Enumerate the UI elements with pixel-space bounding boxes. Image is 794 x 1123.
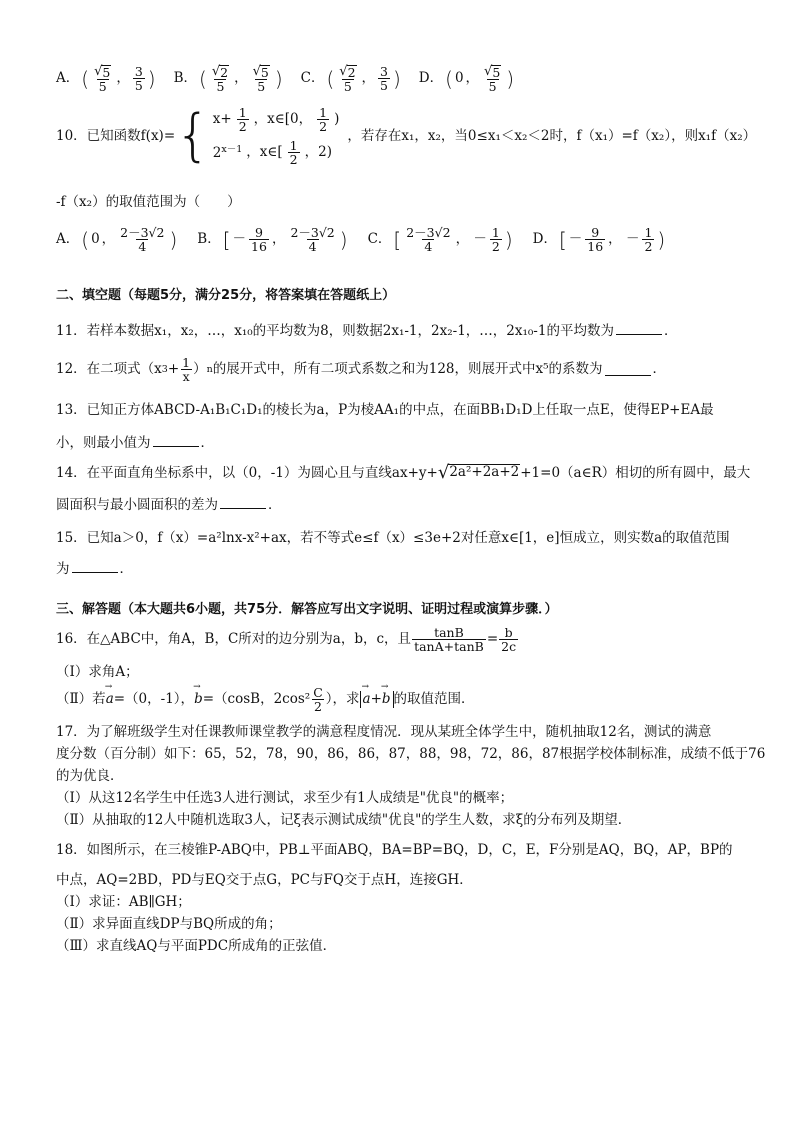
- question-17-line-2: 度分数（百分制）如下：65，52，78，90，86，86，87，88，98，72，86，87根据学校体制标准，成绩不低于76: [56, 746, 766, 762]
- q9-option-a: A． ( √ 5 5 ， $\frac{3}{5}$ ): [56, 64, 156, 95]
- question-18-part-1: （Ⅰ）求证：AB∥GH；: [56, 894, 191, 910]
- question-13-line-2: 小，则最小值为 ．: [56, 435, 214, 451]
- question-16-part-2: （Ⅱ）若 → a =（0，-1）， → b =（cosB，2cos² $\frac{C}{2}$ ），求 → a+→ b 的取值范围．: [56, 686, 475, 713]
- question-13-line-1: 13．已知正方体ABCD-A₁B₁C₁D₁的棱长为a，P为棱AA₁的中点，在面BB₁D₁D上任取一点E，使得EP+EA最: [56, 402, 714, 418]
- question-18-line-2: 中点，AQ=2BD，PD与EQ交于点G，PC与FQ交于点H，连接GH．: [56, 872, 473, 888]
- q10-option-d: D． [ － $\frac{9}{16}$ ， － $\frac{1}{2}$ ): [532, 225, 666, 255]
- section-2-heading: 二、填空题（每题5分，满分25分，将答案填在答题纸上）: [56, 288, 396, 303]
- answer-blank: [72, 560, 118, 573]
- piecewise-case-1: x+ $\frac{1}{2}$ ，x∈[0， $\frac{1}{2}$ ): [212, 105, 340, 135]
- vector-magnitude: → a+→ b: [360, 691, 394, 708]
- question-10: 10．已知函数f(x)= { x+ $\frac{1}{2}$ ，x∈[0， $\frac{1}{2}$ ) $2^{x-1}$ ，x∈[ $\frac{1}{2}$ ，2) ，若存在x₁，x₂，当0≤x₁＜x₂＜2时，f（x₁）=f（x₂），则x₁f（x₂）: [56, 103, 757, 169]
- q9-options: [56, 64, 514, 93]
- piecewise-brace: {: [175, 103, 211, 169]
- q10-option-b: B． [ － $\frac{9}{16}$ ， $\frac{2-3√2}{4}$ ): [197, 225, 348, 255]
- question-17-part-2: （Ⅱ）从抽取的12人中随机选取3人，记ξ表示测试成绩"优良"的学生人数，求ξ的分布列及期望．: [56, 812, 632, 828]
- answer-blank: [605, 363, 651, 376]
- question-14-line-1: 14．在平面直角坐标系中，以（0，-1）为圆心且与直线ax+y+ √ 2a²+2a+2 +1=0（a∈R）相切的所有圆中，最大: [56, 462, 751, 483]
- question-12: 12．在二项式（x 3 + $\frac{1}{x}$ ） n 的展开式中，所有二项式系数之和为128，则展开式中x⁵的系数为 ．: [56, 355, 667, 385]
- question-18-line-1: 18．如图所示，在三棱锥P-ABQ中，PB⊥平面ABQ，BA=BP=BQ，D，C，E，F分别是AQ，BQ，AP，BP的: [56, 842, 733, 858]
- answer-blank: [220, 496, 266, 509]
- question-18-part-2: （Ⅱ）求异面直线DP与BQ所成的角；: [56, 916, 282, 932]
- answer-blank: [153, 434, 199, 447]
- question-17-line-3: 的为优良．: [56, 768, 124, 784]
- question-17-line-1: 17．为了解班级学生对任课教师课堂教学的满意程度情况．现从某班全体学生中，随机抽取12名，测试的满意: [56, 724, 712, 740]
- q9-option-b: B． ( √ 2 5 ， √ 5 5 ): [173, 64, 283, 95]
- piecewise-cases: [213, 106, 340, 167]
- question-18-part-3: （Ⅲ）求直线AQ与平面PDC所成角的正弦值．: [56, 938, 337, 954]
- question-16-part-1: （I）求角A；: [56, 664, 139, 680]
- q10-option-a: A． ( 0 ， $\frac{2-3√2}{4}$ ): [56, 225, 178, 255]
- question-15-line-2: 为 ．: [56, 561, 133, 577]
- question-11: 11．若样本数据x₁，x₂，…，x₁₀的平均数为8，则数据2x₁-1，2x₂-1，…，2x₁₀-1的平均数为 ．: [56, 323, 678, 339]
- question-10-line-2: -f（x₂）的取值范围为（ ）: [56, 194, 241, 210]
- question-14-line-2: 圆面积与最小圆面积的差为 ．: [56, 497, 282, 513]
- answer-blank: [616, 322, 662, 335]
- q9-option-c: C． ( √ 2 5 ， $\frac{3}{5}$ ): [300, 64, 401, 95]
- q10-option-c: C． [ $\frac{2-3√2}{4}$ ， － $\frac{1}{2}$ ): [367, 225, 513, 255]
- q9-option-d: D． ( 0 ， √ 5 5 ): [418, 64, 515, 95]
- question-16: 16．在△ABC中，角A，B，C所对的边分别为a，b，c，且 $\frac{\tan B}{\tan A+\tan B}$ = $\frac{b}{2c}$: [56, 625, 517, 655]
- question-15-line-1: 15．已知a＞0，f（x）=a²lnx-x²+ax，若不等式e≤f（x）≤3e+2对任意x∈[1，e]恒成立，则实数a的取值范围: [56, 530, 730, 546]
- piecewise-case-2: $2^{x-1}$ ，x∈[ $\frac{1}{2}$ ，2): [212, 138, 332, 168]
- q10-options: [56, 226, 665, 253]
- question-17-part-1: （Ⅰ）从这12名学生中任选3人进行测试，求至少有1人成绩是"优良"的概率；: [56, 790, 514, 806]
- section-3-heading: 三、解答题（本大题共6小题，共75分．解答应写出文字说明、证明过程或演算步骤．）: [56, 602, 558, 617]
